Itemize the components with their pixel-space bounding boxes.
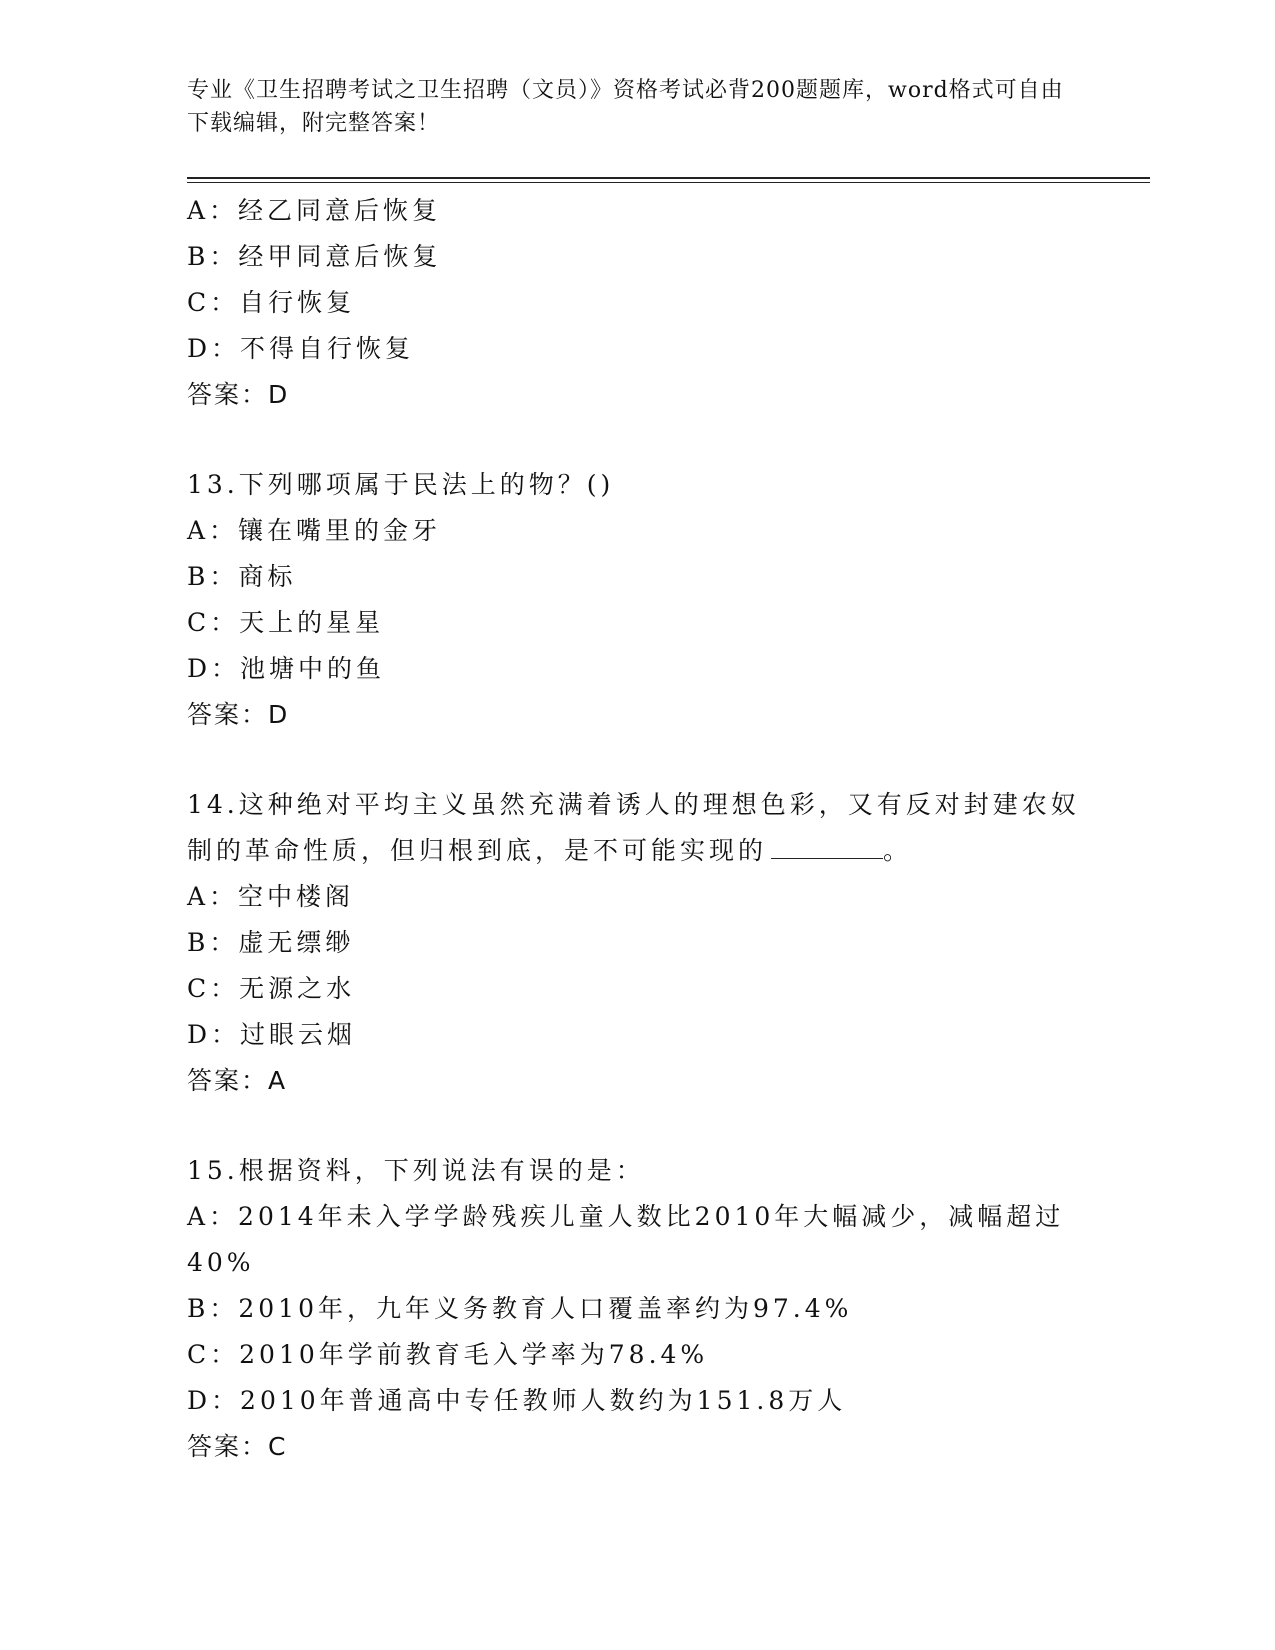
answer-line: 答案：D (187, 700, 290, 729)
header-divider (187, 177, 1150, 183)
option-d: D：2010年普通高中专任教师人数约为151.8万人 (187, 1386, 847, 1415)
option-d: D：过眼云烟 (187, 1020, 357, 1049)
option-b: B：商标 (187, 562, 297, 591)
option-c: C：2010年学前教育毛入学率为78.4% (187, 1340, 709, 1369)
question-item-15 (187, 1148, 1087, 1470)
question-item-14 (187, 782, 1087, 1104)
option-d: D：不得自行恢复 (187, 334, 415, 363)
option-d: D：池塘中的鱼 (187, 654, 386, 683)
question-item-12 (187, 188, 1087, 418)
option-a: A：经乙同意后恢复 (187, 196, 442, 225)
question-stem (187, 782, 1087, 874)
question-item-13 (187, 462, 1087, 738)
answer-line: 答案：A (187, 1066, 288, 1095)
option-b: B：2010年，九年义务教育人口覆盖率约为97.4% (187, 1294, 853, 1323)
question-stem-text: 14.这种绝对平均主义虽然充满着诱人的理想色彩，又有反对封建农奴制的革命性质，但归根到底，是不可能实现的 (187, 790, 1080, 865)
page-header-text: 专业《卫生招聘考试之卫生招聘（文员）》资格考试必背200题题库，word格式可自由下载编辑，附完整答案！ (187, 78, 1064, 136)
fill-in-blank (771, 836, 883, 859)
option-b: B：经甲同意后恢复 (187, 242, 442, 271)
option-a: A：空中楼阁 (187, 882, 355, 911)
question-stem: 15.根据资料，下列说法有误的是： (187, 1156, 645, 1185)
option-c: C：无源之水 (187, 974, 356, 1003)
option-a: A：镶在嘴里的金牙 (187, 516, 442, 545)
answer-line: 答案：D (187, 380, 290, 409)
answer-line: 答案：C (187, 1432, 288, 1461)
option-c: C：天上的星星 (187, 608, 385, 637)
question-list (187, 188, 1087, 1470)
question-stem: 13.下列哪项属于民法上的物？() (187, 470, 615, 499)
question-stem-end: 。 (883, 836, 913, 865)
option-c: C：自行恢复 (187, 288, 356, 317)
option-a: A：2014年未入学学龄残疾儿童人数比2010年大幅减少，减幅超过40% (187, 1202, 1065, 1277)
option-b: B：虚无缥缈 (187, 928, 355, 957)
